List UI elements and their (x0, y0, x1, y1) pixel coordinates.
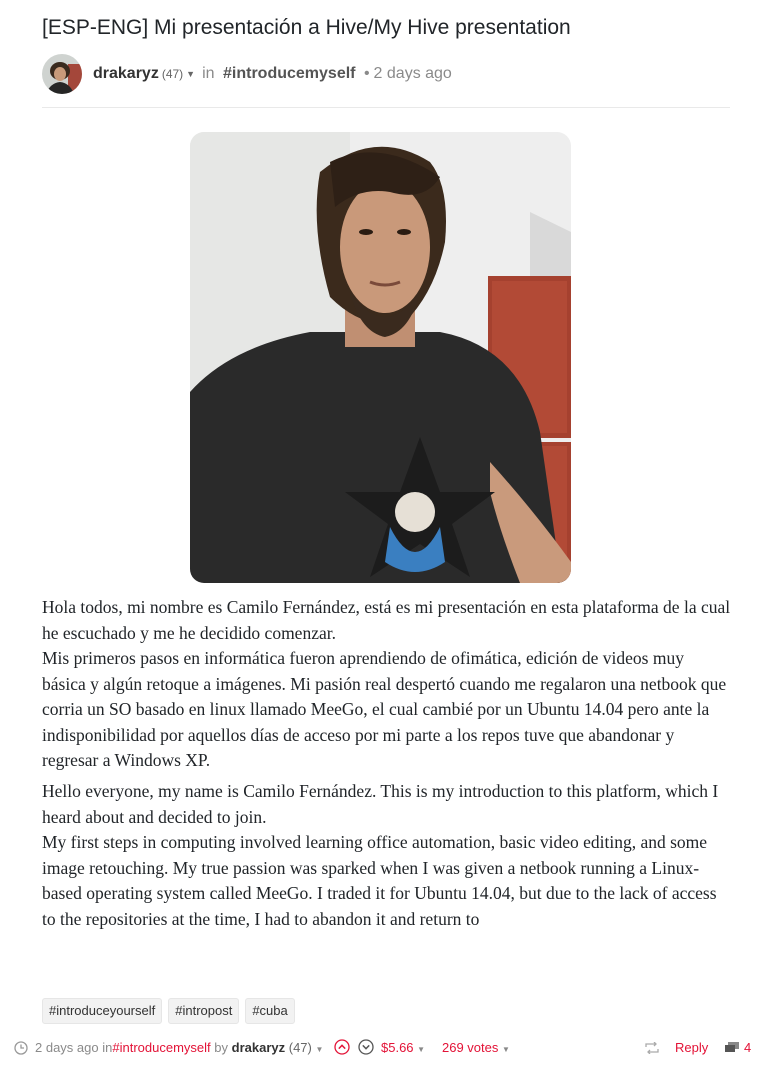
post-footer (14, 1037, 754, 1059)
chevron-down-circle-icon[interactable] (358, 1039, 374, 1058)
avatar[interactable] (42, 54, 82, 94)
footer-author[interactable]: drakaryz (231, 1040, 286, 1055)
caret-down-icon[interactable]: ▼ (315, 1045, 324, 1054)
meta-separator: • (363, 65, 370, 82)
spanish-paragraph: Mis primeros pasos en informática fueron aprendiendo de ofimática, edición de videos muy básica y algún retoque a imágenes. Mi pasión real despertó cuando me regalaron una netbook que corria un SO basado en linux llamado MeeGo, el cual cambié por un Ubuntu 14.04 pero ante la indisponibilidad por aquellos días de acceso por mi parte a los repos tuve que abandonar y regresar a Windows XP. (42, 648, 727, 770)
author-name[interactable]: drakaryz (93, 65, 159, 82)
footer-meta (35, 1040, 323, 1055)
tag-introduceyourself[interactable]: #introduceyourself (42, 998, 162, 1024)
post-title: [ESP-ENG] Mi presentación a Hive/My Hive presentation (42, 16, 571, 39)
tag-list (42, 998, 295, 1024)
caret-down-icon: ▼ (502, 1045, 510, 1054)
comments-icon[interactable] (725, 1042, 739, 1057)
caret-down-icon: ▼ (417, 1045, 426, 1054)
footer-reputation: (47) (288, 1040, 312, 1055)
footer-time: 2 days ago (35, 1040, 99, 1055)
tag-intropost[interactable]: #intropost (168, 998, 239, 1024)
post-time: 2 days ago (373, 65, 452, 82)
english-content (42, 779, 732, 932)
clock-icon (14, 1041, 28, 1058)
footer-by-label: by (214, 1040, 228, 1055)
footer-in-label: in (102, 1040, 113, 1055)
payout-value: $5.66 (381, 1040, 414, 1055)
community-link[interactable]: #introducemyself (223, 65, 356, 82)
vote-count-value: 269 votes (442, 1040, 499, 1055)
english-paragraph: My first steps in computing involved learning office automation, basic video editing, and some image retouching. My true passion was sparked when I was given a netbook running a Linux-based operating system called MeeGo. I traded it for Ubuntu 14.04, but due to the lack of access to the repositories at the time, I had to abandon it and return to (42, 832, 717, 929)
reblog-icon[interactable] (644, 1042, 660, 1057)
vote-count[interactable] (442, 1040, 510, 1055)
spanish-paragraph: Hola todos, mi nombre es Camilo Fernández, está es mi presentación en esta plataforma de la cual he escuchado y me he decidido comenzar. (42, 597, 731, 643)
author-row (42, 54, 452, 94)
header-divider (42, 107, 730, 108)
caret-down-icon[interactable]: ▼ (186, 69, 196, 79)
tag-cuba[interactable]: #cuba (245, 998, 294, 1024)
english-paragraph: Hello everyone, my name is Camilo Fernández. This is my introduction to this platform, which I heard about and decided to join. (42, 781, 719, 827)
chevron-up-circle-icon[interactable] (334, 1039, 350, 1058)
post-image (190, 132, 571, 583)
spanish-content (42, 595, 732, 774)
reply-button[interactable]: Reply (675, 1040, 709, 1055)
in-label: in (202, 65, 215, 82)
author-reputation: (47) (161, 67, 184, 81)
post-meta (202, 65, 452, 83)
payout-amount[interactable] (381, 1040, 425, 1055)
comment-count[interactable]: 4 (744, 1040, 752, 1055)
footer-community-link[interactable]: #introducemyself (112, 1040, 211, 1055)
